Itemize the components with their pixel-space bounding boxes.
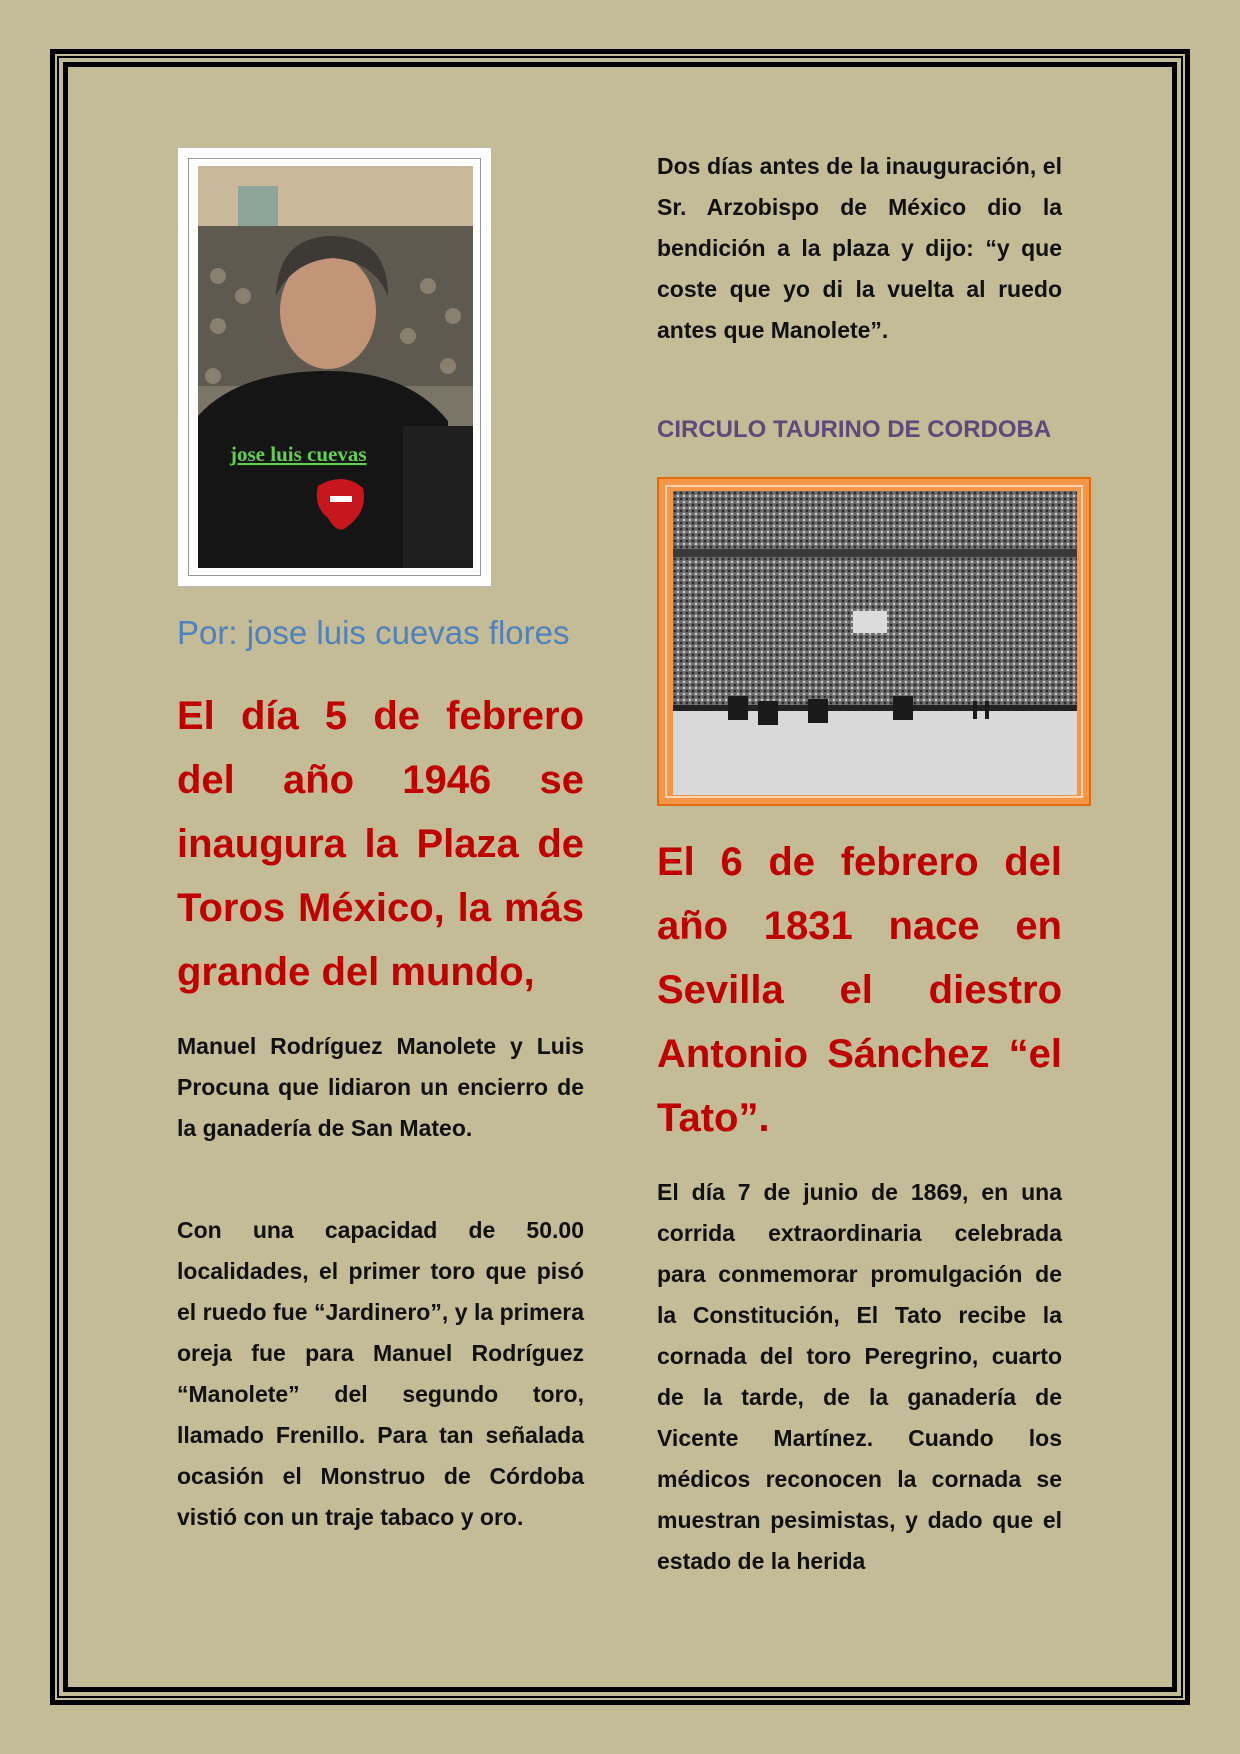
arena-photo-frame [657, 477, 1091, 806]
arena-photo [673, 491, 1077, 795]
paragraph-cornada: El día 7 de junio de 1869, en una corrida extraordinaria celebrada para conmemorar promulgación de la Constitución, El Tato recibe la cornada del toro Peregrino, cuarto de la tarde, de la ganadería de Vicente Martínez. Cuando los médicos reconocen la cornada se muestran pesimistas, y dado que el estado de la herida [657, 1179, 1062, 1574]
paragraph-manolete-procuna: Manuel Rodríguez Manolete y Luis Procuna que lidiaron un encierro de la ganadería de San Mateo. [177, 1033, 584, 1141]
photo-caption: jose luis cuevas [230, 442, 367, 466]
author-byline: Por: jose luis cuevas flores [177, 614, 570, 651]
author-photo-image [198, 166, 473, 568]
paragraph-capacity: Con una capacidad de 50.00 localidades, el primer toro que pisó el ruedo fue “Jardinero”, y la primera oreja fue para Manuel Rodríguez “Manolete” del segundo toro, llamado Frenillo. Para tan señalada ocasión el Monstruo de Córdoba vistió con un traje tabaco y oro. [177, 1217, 584, 1530]
headline-el-tato: El 6 de febrero del año 1831 nace en Sevilla el diestro Antonio Sánchez “el Tato”. [657, 840, 1062, 1140]
arena-photo-image [673, 491, 1077, 795]
author-photo-frame [177, 147, 492, 587]
club-name: CIRCULO TAURINO DE CORDOBA [657, 416, 1052, 443]
author-photo [198, 166, 473, 568]
paragraph-arzobispo: Dos días antes de la inauguración, el Sr. Arzobispo de México dio la bendición a la plaza y dijo: “y que coste que yo di la vuelta al ruedo antes que Manolete”. [657, 153, 1062, 343]
headline-plaza-mexico: El día 5 de febrero del año 1946 se inaugura la Plaza de Toros México, la más grande del mundo, [177, 694, 584, 994]
